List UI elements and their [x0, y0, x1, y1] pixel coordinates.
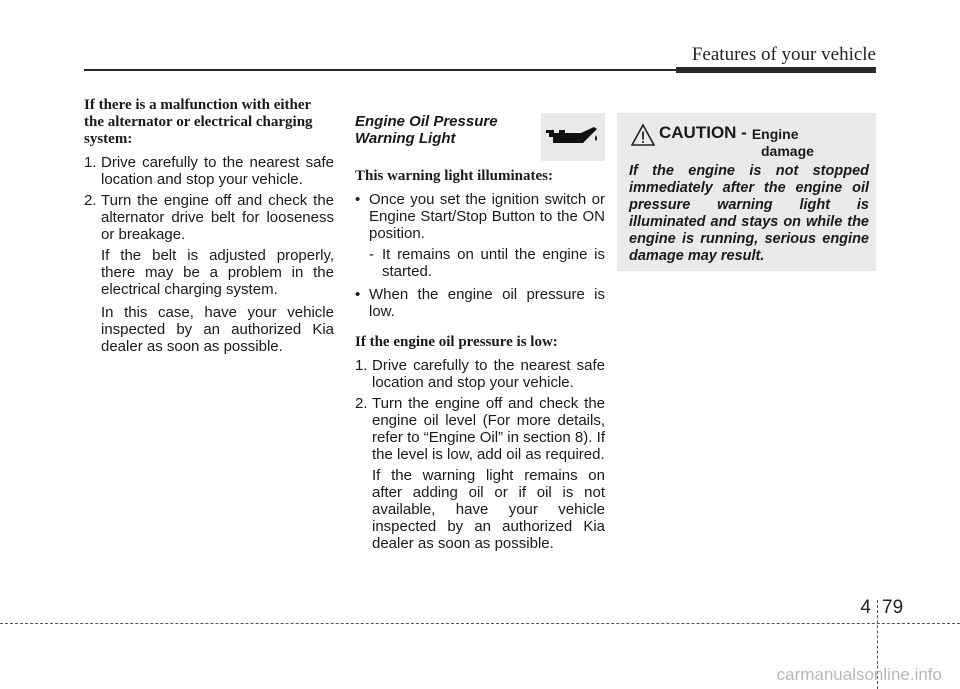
paragraph: If the belt is adjusted properly, there may be a problem in the electrical charging system.	[101, 247, 334, 298]
middle-column	[355, 168, 605, 558]
section-title: Engine Oil Pressure Warning Light	[355, 113, 498, 147]
bullet-text: When the engine oil pressure is low.	[369, 286, 605, 320]
page-header-title: Features of your vehicle	[691, 44, 876, 65]
oil-pressure-icon-box	[541, 113, 605, 161]
list-item	[355, 286, 605, 320]
footer-divider	[0, 623, 960, 624]
bullet: •	[355, 286, 361, 303]
list-item	[355, 191, 605, 242]
malfunction-heading: If there is a malfunction with either the alternator or electrical charging system:	[84, 97, 313, 147]
step-number: 2.	[84, 192, 97, 209]
bullet-text: Once you set the ignition switch or Engine Start/Stop Button to the ON position.	[369, 191, 605, 242]
dash: -	[369, 246, 374, 263]
step-text: Turn the engine off and check the engine oil level (For more details, refer to “Engine Oil” in section 8). If the level is low, add oil as required.	[372, 395, 605, 463]
left-column	[84, 97, 334, 361]
illuminates-heading: This warning light illuminates:	[355, 168, 553, 184]
paragraph: If the warning light remains on after adding oil or if oil is not available, have your vehicle inspected by an authorized Kia dealer as soon as possible.	[372, 467, 605, 552]
list-item	[84, 154, 334, 188]
paragraph: In this case, have your vehicle inspected by an authorized Kia dealer as soon as possible.	[101, 304, 334, 355]
low-pressure-heading: If the engine oil pressure is low:	[355, 334, 558, 350]
step-text: Turn the engine off and check the alternator drive belt for looseness or breakage.	[101, 192, 334, 243]
caution-body: If the engine is not stopped immediately after the engine oil pressure warning light is illuminated and stays on while the engine is running, serious engine damage may result.	[629, 163, 869, 264]
header-rule-accent	[676, 67, 876, 73]
caution-subject: Engine	[751, 126, 799, 142]
step-number: 1.	[355, 357, 368, 374]
chapter-number: 4	[860, 597, 871, 618]
step-number: 1.	[84, 154, 97, 171]
bullet: •	[355, 191, 361, 208]
header-rule	[84, 69, 676, 71]
list-item	[355, 357, 605, 391]
page-number: 79	[882, 597, 904, 618]
list-item	[84, 192, 334, 243]
caution-box	[617, 113, 876, 271]
list-item	[355, 395, 605, 463]
caution-subject-line2: damage	[761, 143, 814, 159]
step-number: 2.	[355, 395, 368, 412]
oil-can-icon	[541, 113, 605, 161]
step-text: Drive carefully to the nearest safe location and stop your vehicle.	[101, 154, 334, 188]
watermark: carmanualsonline.info	[776, 665, 942, 684]
step-text: Drive carefully to the nearest safe location and stop your vehicle.	[372, 357, 605, 391]
caution-label: CAUTION -	[659, 123, 747, 142]
list-item	[369, 246, 605, 280]
warning-triangle-icon	[631, 123, 655, 147]
sub-text: It remains on until the engine is started.	[382, 246, 605, 280]
